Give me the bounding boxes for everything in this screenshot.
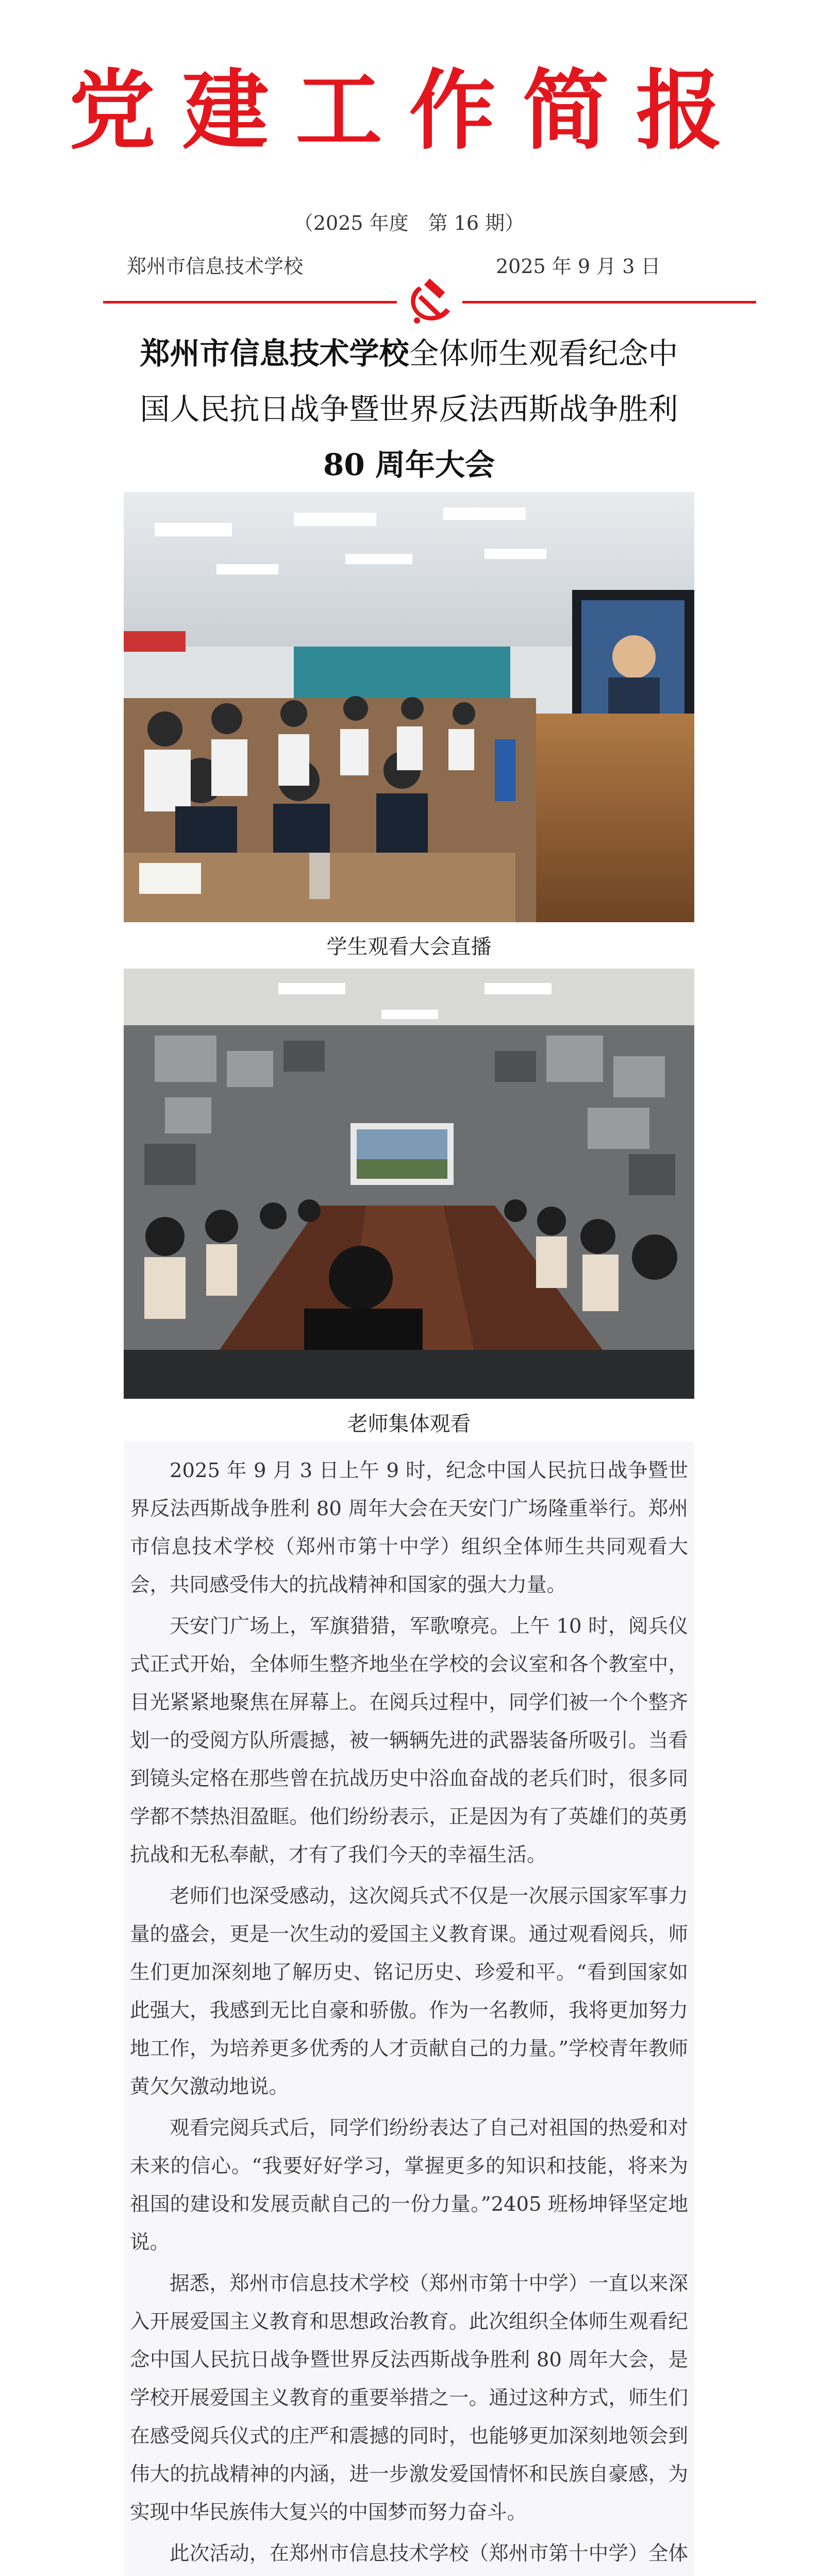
article-paragraph: 2025 年 9 月 3 日上午 9 时，纪念中国人民抗日战争暨世界反法西斯战争胜利 80 周年大会在天安门广场隆重举行。郑州市信息技术学校（郑州市第十中学）组织全体师生共同观看大会，共同感受伟大的抗战精神和国家的强大力量。 xyxy=(130,1459,688,1597)
publish-date: 2025 年 9 月 3 日 xyxy=(496,255,661,278)
photo-caption-1: 学生观看大会直播 xyxy=(326,935,492,959)
masthead-title: 党建工作简报 xyxy=(69,59,749,161)
article-paragraph: 老师们也深受感动，这次阅兵式不仅是一次展示国家军事力量的盛会，更是一次生动的爱国主义教育课。通过观看阅兵，师生们更加深刻地了解历史、铭记历史、珍爱和平。“看到国家如此强大，我感到无比自豪和骄傲。作为一名教师，我将更加努力地工作，为培养更多优秀的人才贡献自己的力量。”学校青年教师黄欠欠激动地说。 xyxy=(130,1885,688,2098)
article-headline xyxy=(124,326,694,493)
article-paragraph: 天安门广场上，军旗猎猎，军歌嘹亮。上午 10 时，阅兵仪式正式开始，全体师生整齐地坐在学校的会议室和各个教室中，目光紧紧地聚焦在屏幕上。在阅兵过程中，同学们被一个个整齐划一的受阅方队所震撼，被一辆辆先进的武器装备所吸引。当看到镜头定格在那些曾在抗战历史中浴血奋战的老兵们时，很多同学都不禁热泪盈眶。他们纷纷表示，正是因为有了英雄们的英勇抗战和无私奉献，才有了我们今天的幸福生活。 xyxy=(130,1615,688,1867)
publisher-unit: 郑州市信息技术学校 xyxy=(127,255,304,278)
headline-line-3: 80 周年大会 xyxy=(323,447,495,482)
headline-line-1 xyxy=(124,326,694,381)
students-watching-photo xyxy=(124,492,694,922)
article-paragraph: 据悉，郑州市信息技术学校（郑州市第十中学）一直以来深入开展爱国主义教育和思想政治教育。此次组织全体师生观看纪念中国人民抗日战争暨世界反法西斯战争胜利 80 周年大会，是学校开展爱国主义教育的重要举措之一。通过这种方式，师生们在感受阅兵仪式的庄严和震撼的同时，也能够更加深刻地领会到伟大的抗战精神的内涵，进一步激发爱国情怀和民族自豪感，为实现中华民族伟大复兴的中国梦而努力奋斗。 xyxy=(130,2272,688,2524)
masthead-divider xyxy=(103,277,756,325)
divider-left xyxy=(103,301,397,303)
headline-line-2: 国人民抗日战争暨世界反法西斯战争胜利 xyxy=(140,392,678,427)
headline-school: 郑州市信息技术学校 xyxy=(140,336,409,371)
article-paragraph: 观看完阅兵式后，同学们纷纷表达了自己对祖国的热爱和对未来的信心。“我要好好学习，掌握更多的知识和技能，将来为祖国的建设和发展贡献自己的一份力量。”2405 班杨坤铎坚定地说。 xyxy=(130,2116,688,2254)
article-paragraph: 此次活动，在郑州市信息技术学校（郑州市第十中学）全体 xyxy=(170,2542,688,2565)
divider-right xyxy=(462,301,756,303)
photo-caption-2: 老师集体观看 xyxy=(347,1412,471,1436)
article-body xyxy=(124,1442,694,2576)
headline-text: 全体师生观看纪念中 xyxy=(409,336,678,371)
party-emblem-icon xyxy=(404,277,455,325)
issue-number: （2025 年度 第 16 期） xyxy=(293,212,525,234)
teachers-watching-photo xyxy=(124,969,694,1399)
